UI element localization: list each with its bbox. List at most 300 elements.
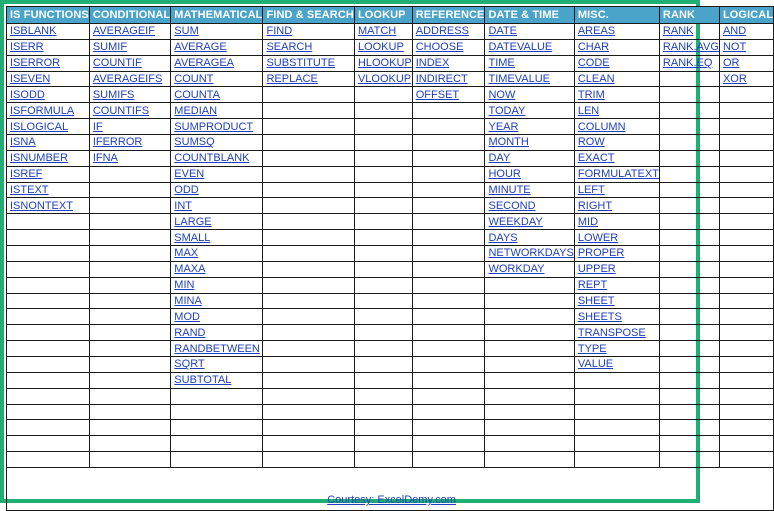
table-cell [412,293,485,309]
function-link[interactable]: ISLOGICAL [10,120,69,133]
function-link[interactable]: SHEETS [577,310,622,323]
function-link[interactable]: OFFSET [415,88,460,101]
table-cell [7,325,90,341]
table-row [7,341,774,357]
function-link[interactable]: ODD [174,184,199,197]
table-cell [659,388,719,404]
function-link[interactable]: DATEVALUE [488,41,553,54]
function-link[interactable]: COLUMN [577,120,626,133]
table-cell [354,214,412,230]
function-link[interactable]: IFNA [92,152,118,165]
function-link[interactable]: COUNTIFS [92,104,150,117]
column-header: MATHEMATICAL [171,7,263,24]
table-cell [263,119,354,135]
table-cell [574,87,659,103]
table-cell [354,198,412,214]
function-link[interactable]: LOOKUP [357,41,404,54]
function-link[interactable]: ISBLANK [10,25,57,38]
column-header: IS FUNCTIONS [7,7,90,24]
table-cell [89,277,170,293]
table-cell [574,55,659,71]
function-link[interactable]: SUMIFS [92,88,135,101]
table-cell [263,436,354,452]
function-link[interactable]: VLOOKUP [357,73,412,85]
table-cell [412,277,485,293]
table-cell [263,341,354,357]
table-row [7,372,774,388]
table-cell [89,436,170,452]
table-cell [89,357,170,373]
table-cell [659,214,719,230]
function-link[interactable]: SECOND [488,199,536,212]
table-cell [263,182,354,198]
table-cell [89,452,170,468]
table-row [7,246,774,262]
function-link[interactable]: OR [722,57,740,70]
function-link[interactable]: LEN [577,104,600,117]
table-cell [485,87,574,103]
function-link[interactable]: ISNA [10,136,36,149]
function-link[interactable]: CODE [577,57,610,70]
table-cell [171,372,263,388]
function-link[interactable]: RANK.AVG [662,41,719,54]
function-link[interactable]: SUMPRODUCT [174,120,254,133]
function-link[interactable]: RANDBETWEEN [174,342,260,355]
table-cell [7,166,90,182]
table-cell [263,24,354,40]
table-cell [171,341,263,357]
table-cell [574,293,659,309]
table-cell [574,277,659,293]
function-link[interactable]: CHAR [577,41,610,54]
table-cell [485,198,574,214]
table-cell [171,55,263,71]
table-cell [574,420,659,436]
table-cell [719,452,773,468]
table-cell [263,166,354,182]
table-cell [89,55,170,71]
table-cell [659,198,719,214]
function-link[interactable]: MINA [174,295,202,308]
table-cell [354,420,412,436]
function-link[interactable]: PROPER [577,247,625,260]
table-cell [263,452,354,468]
function-link[interactable]: INDIRECT [415,73,468,85]
table-cell [485,277,574,293]
function-link[interactable]: UPPER [577,263,616,276]
header-row [7,7,774,24]
table-cell [719,277,773,293]
table-cell [412,214,485,230]
function-link[interactable]: MINUTE [488,184,531,197]
function-link[interactable]: ISERROR [10,57,61,70]
table-cell [485,436,574,452]
function-link[interactable]: SHEET [577,295,615,308]
column-header: CONDITIONAL [89,7,170,24]
function-link[interactable]: AVERAGEIF [92,25,155,38]
function-link[interactable]: ISREF [10,168,43,181]
table-cell [171,119,263,135]
table-row [7,198,774,214]
table-cell [263,246,354,262]
table-cell [354,24,412,40]
table-cell [719,119,773,135]
table-cell [171,135,263,151]
table-row [7,277,774,293]
table-cell [659,357,719,373]
table-cell [719,357,773,373]
table-cell [412,404,485,420]
function-link[interactable]: INDEX [415,57,450,70]
function-link[interactable]: MONTH [488,136,529,149]
table-cell [171,198,263,214]
table-cell [485,119,574,135]
function-link[interactable]: WEEKDAY [488,215,543,228]
function-link[interactable]: MAXA [174,263,206,276]
table-cell [485,372,574,388]
column-header: MISC. [574,7,659,24]
table-cell [7,388,90,404]
column-header: LOGICAL [719,7,773,24]
table-cell [7,87,90,103]
function-link[interactable]: MOD [174,310,200,323]
table-cell [7,261,90,277]
table-cell [354,182,412,198]
table-cell [719,293,773,309]
table-cell [412,246,485,262]
table-cell [171,404,263,420]
function-link[interactable]: TODAY [488,104,526,117]
column-header: REFERENCE [412,7,485,24]
function-link[interactable]: SUBTOTAL [174,374,232,387]
function-link[interactable]: TYPE [577,342,607,355]
function-link[interactable]: ISFORMULA [10,104,75,117]
function-link[interactable]: XOR [722,73,747,85]
table-cell [485,246,574,262]
table-cell [719,436,773,452]
function-link[interactable]: SUM [174,25,199,38]
table-row [7,436,774,452]
table-cell [719,246,773,262]
table-cell [485,103,574,119]
function-link[interactable]: NOW [488,88,516,101]
table-cell [89,388,170,404]
table-row [7,309,774,325]
table-cell [354,230,412,246]
table-cell [354,166,412,182]
table-cell [485,309,574,325]
function-link[interactable]: SUBSTITUTE [266,57,335,70]
function-link[interactable]: ISEVEN [10,73,51,85]
function-link[interactable]: LOWER [577,231,619,244]
function-link[interactable]: ROW [577,136,605,149]
table-cell [412,182,485,198]
table-body [7,24,774,511]
function-link[interactable]: COUNTIF [92,57,142,70]
function-link[interactable]: TIME [488,57,515,70]
function-link[interactable]: ISNONTEXT [10,199,73,212]
function-link[interactable]: YEAR [488,120,519,133]
table-cell [719,309,773,325]
table-cell [171,246,263,262]
function-link[interactable]: REPT [577,279,608,292]
table-cell [412,198,485,214]
table-cell [485,24,574,40]
table-cell [574,103,659,119]
table-cell [7,452,90,468]
table-cell [354,357,412,373]
function-link[interactable]: WORKDAY [488,263,545,276]
table-cell [412,372,485,388]
table-cell [412,87,485,103]
function-link[interactable]: ISODD [10,88,45,101]
table-cell [659,452,719,468]
courtesy-link[interactable]: Courtesy: ExcelDemy.com [327,494,456,507]
table-cell [574,150,659,166]
table-cell [354,372,412,388]
function-link[interactable]: ISERR [10,41,44,54]
function-link[interactable]: SUMSQ [174,136,215,149]
table-cell [574,357,659,373]
table-cell [354,135,412,151]
table-cell [263,388,354,404]
function-link[interactable]: AVERAGEIFS [92,73,163,85]
table-cell [263,277,354,293]
table-cell [89,214,170,230]
table-cell [171,39,263,55]
table-row [7,24,774,40]
table-cell [574,214,659,230]
table-cell [412,55,485,71]
table-cell [171,24,263,40]
table-cell [719,150,773,166]
functions-table [6,6,774,511]
function-link[interactable]: MID [577,215,599,228]
function-link[interactable]: IFERROR [92,136,143,149]
function-link[interactable]: COUNTBLANK [174,152,250,165]
table-cell [263,309,354,325]
function-link[interactable]: INT [174,199,193,212]
table-cell [171,214,263,230]
table-cell [485,420,574,436]
table-cell [89,246,170,262]
table-cell [89,230,170,246]
table-cell [412,420,485,436]
function-link[interactable]: HOUR [488,168,521,181]
table-cell [354,103,412,119]
function-link[interactable]: RIGHT [577,199,613,212]
function-link[interactable]: MAX [174,247,199,260]
function-link[interactable]: TRANSPOSE [577,326,646,339]
function-link[interactable]: COUNTA [174,88,220,101]
table-cell [659,24,719,40]
table-cell [354,341,412,357]
table-cell [171,103,263,119]
table-cell [7,71,90,87]
function-link[interactable]: AVERAGEA [174,57,235,70]
function-link[interactable]: TRIM [577,88,605,101]
function-link[interactable]: REPLACE [266,73,318,85]
table-cell [263,372,354,388]
table-cell [7,436,90,452]
function-link[interactable]: FIND [266,25,293,38]
table-cell [719,71,773,87]
table-cell [263,357,354,373]
table-cell [485,55,574,71]
function-link[interactable]: DAYS [488,231,518,244]
function-link[interactable]: ISNUMBER [10,152,69,165]
table-cell [89,420,170,436]
function-link[interactable]: CLEAN [577,73,615,85]
table-cell [574,404,659,420]
table-cell [7,246,90,262]
function-link[interactable]: LARGE [174,215,212,228]
table-cell [89,103,170,119]
table-cell [719,420,773,436]
function-link[interactable]: ISTEXT [10,184,49,197]
table-cell [7,119,90,135]
function-link[interactable]: EVEN [174,168,205,181]
table-cell [89,293,170,309]
table-cell [7,420,90,436]
table-row [7,103,774,119]
function-link[interactable]: MATCH [357,25,397,38]
function-link[interactable]: MEDIAN [174,104,218,117]
function-link[interactable]: HLOOKUP [357,57,412,70]
function-link[interactable]: FORMULATEXT [577,168,659,181]
function-link[interactable]: NOT [722,41,747,54]
table-cell [659,87,719,103]
function-link[interactable]: ADDRESS [415,25,469,38]
function-link[interactable]: EXACT [577,152,615,165]
table-cell [574,372,659,388]
table-cell [7,341,90,357]
function-link[interactable]: RANK [662,25,694,38]
table-cell [719,261,773,277]
function-link[interactable]: TIMEVALUE [488,73,551,85]
table-cell [354,150,412,166]
function-link[interactable]: SMALL [174,231,211,244]
function-link[interactable]: COUNT [174,73,214,85]
table-cell [89,87,170,103]
table-cell [659,71,719,87]
table-cell [263,420,354,436]
table-cell [412,436,485,452]
table-row [7,71,774,87]
table-cell [89,150,170,166]
function-link[interactable]: VALUE [577,358,614,371]
table-row [7,87,774,103]
function-link[interactable]: SQRT [174,358,205,371]
function-link[interactable]: MIN [174,279,195,292]
table-cell [263,135,354,151]
table-cell [7,103,90,119]
table-cell [7,39,90,55]
table-row [7,150,774,166]
table-cell [412,325,485,341]
table-cell [89,119,170,135]
table-cell [89,182,170,198]
table-cell [354,39,412,55]
function-link[interactable]: NETWORKDAYS [488,247,574,260]
table-cell [171,357,263,373]
table-cell [719,182,773,198]
table-cell [485,404,574,420]
function-link[interactable]: IF [92,120,103,133]
table-cell [719,214,773,230]
function-link[interactable]: AREAS [577,25,616,38]
table-cell [7,309,90,325]
credit-row [7,468,774,511]
table-cell [659,341,719,357]
table-cell [412,24,485,40]
table-cell [659,404,719,420]
table-row [7,39,774,55]
credit-cell [7,468,774,511]
table-cell [171,150,263,166]
table-cell [719,230,773,246]
table-cell [89,325,170,341]
table-cell [263,404,354,420]
table-cell [719,87,773,103]
table-cell [574,39,659,55]
table-cell [412,261,485,277]
table-cell [354,87,412,103]
table-cell [574,119,659,135]
table-row [7,420,774,436]
table-cell [171,71,263,87]
table-cell [263,87,354,103]
table-cell [7,277,90,293]
function-link[interactable]: RAND [174,326,206,339]
table-cell [574,24,659,40]
table-cell [485,388,574,404]
table-cell [574,135,659,151]
table-cell [574,388,659,404]
table-cell [485,182,574,198]
column-header: RANK [659,7,719,24]
table-cell [719,198,773,214]
function-link[interactable]: RANK.EQ [662,57,713,70]
table-cell [412,39,485,55]
table-cell [659,166,719,182]
function-link[interactable]: AVERAGE [174,41,227,54]
table-cell [171,388,263,404]
table-cell [89,309,170,325]
function-link[interactable]: DAY [488,152,511,165]
table-cell [354,277,412,293]
function-link[interactable]: DATE [488,25,518,38]
function-link[interactable]: AND [722,25,747,38]
function-link[interactable]: SUMIF [92,41,128,54]
table-cell [485,166,574,182]
table-cell [412,119,485,135]
table-cell [89,404,170,420]
function-link[interactable]: LEFT [577,184,605,197]
table-row [7,166,774,182]
table-cell [171,261,263,277]
table-cell [719,372,773,388]
table-cell [263,230,354,246]
function-link[interactable]: SEARCH [266,41,313,54]
table-cell [354,325,412,341]
table-row [7,404,774,420]
table-cell [89,166,170,182]
table-cell [354,261,412,277]
function-link[interactable]: CHOOSE [415,41,464,54]
table-cell [659,150,719,166]
table-cell [412,309,485,325]
